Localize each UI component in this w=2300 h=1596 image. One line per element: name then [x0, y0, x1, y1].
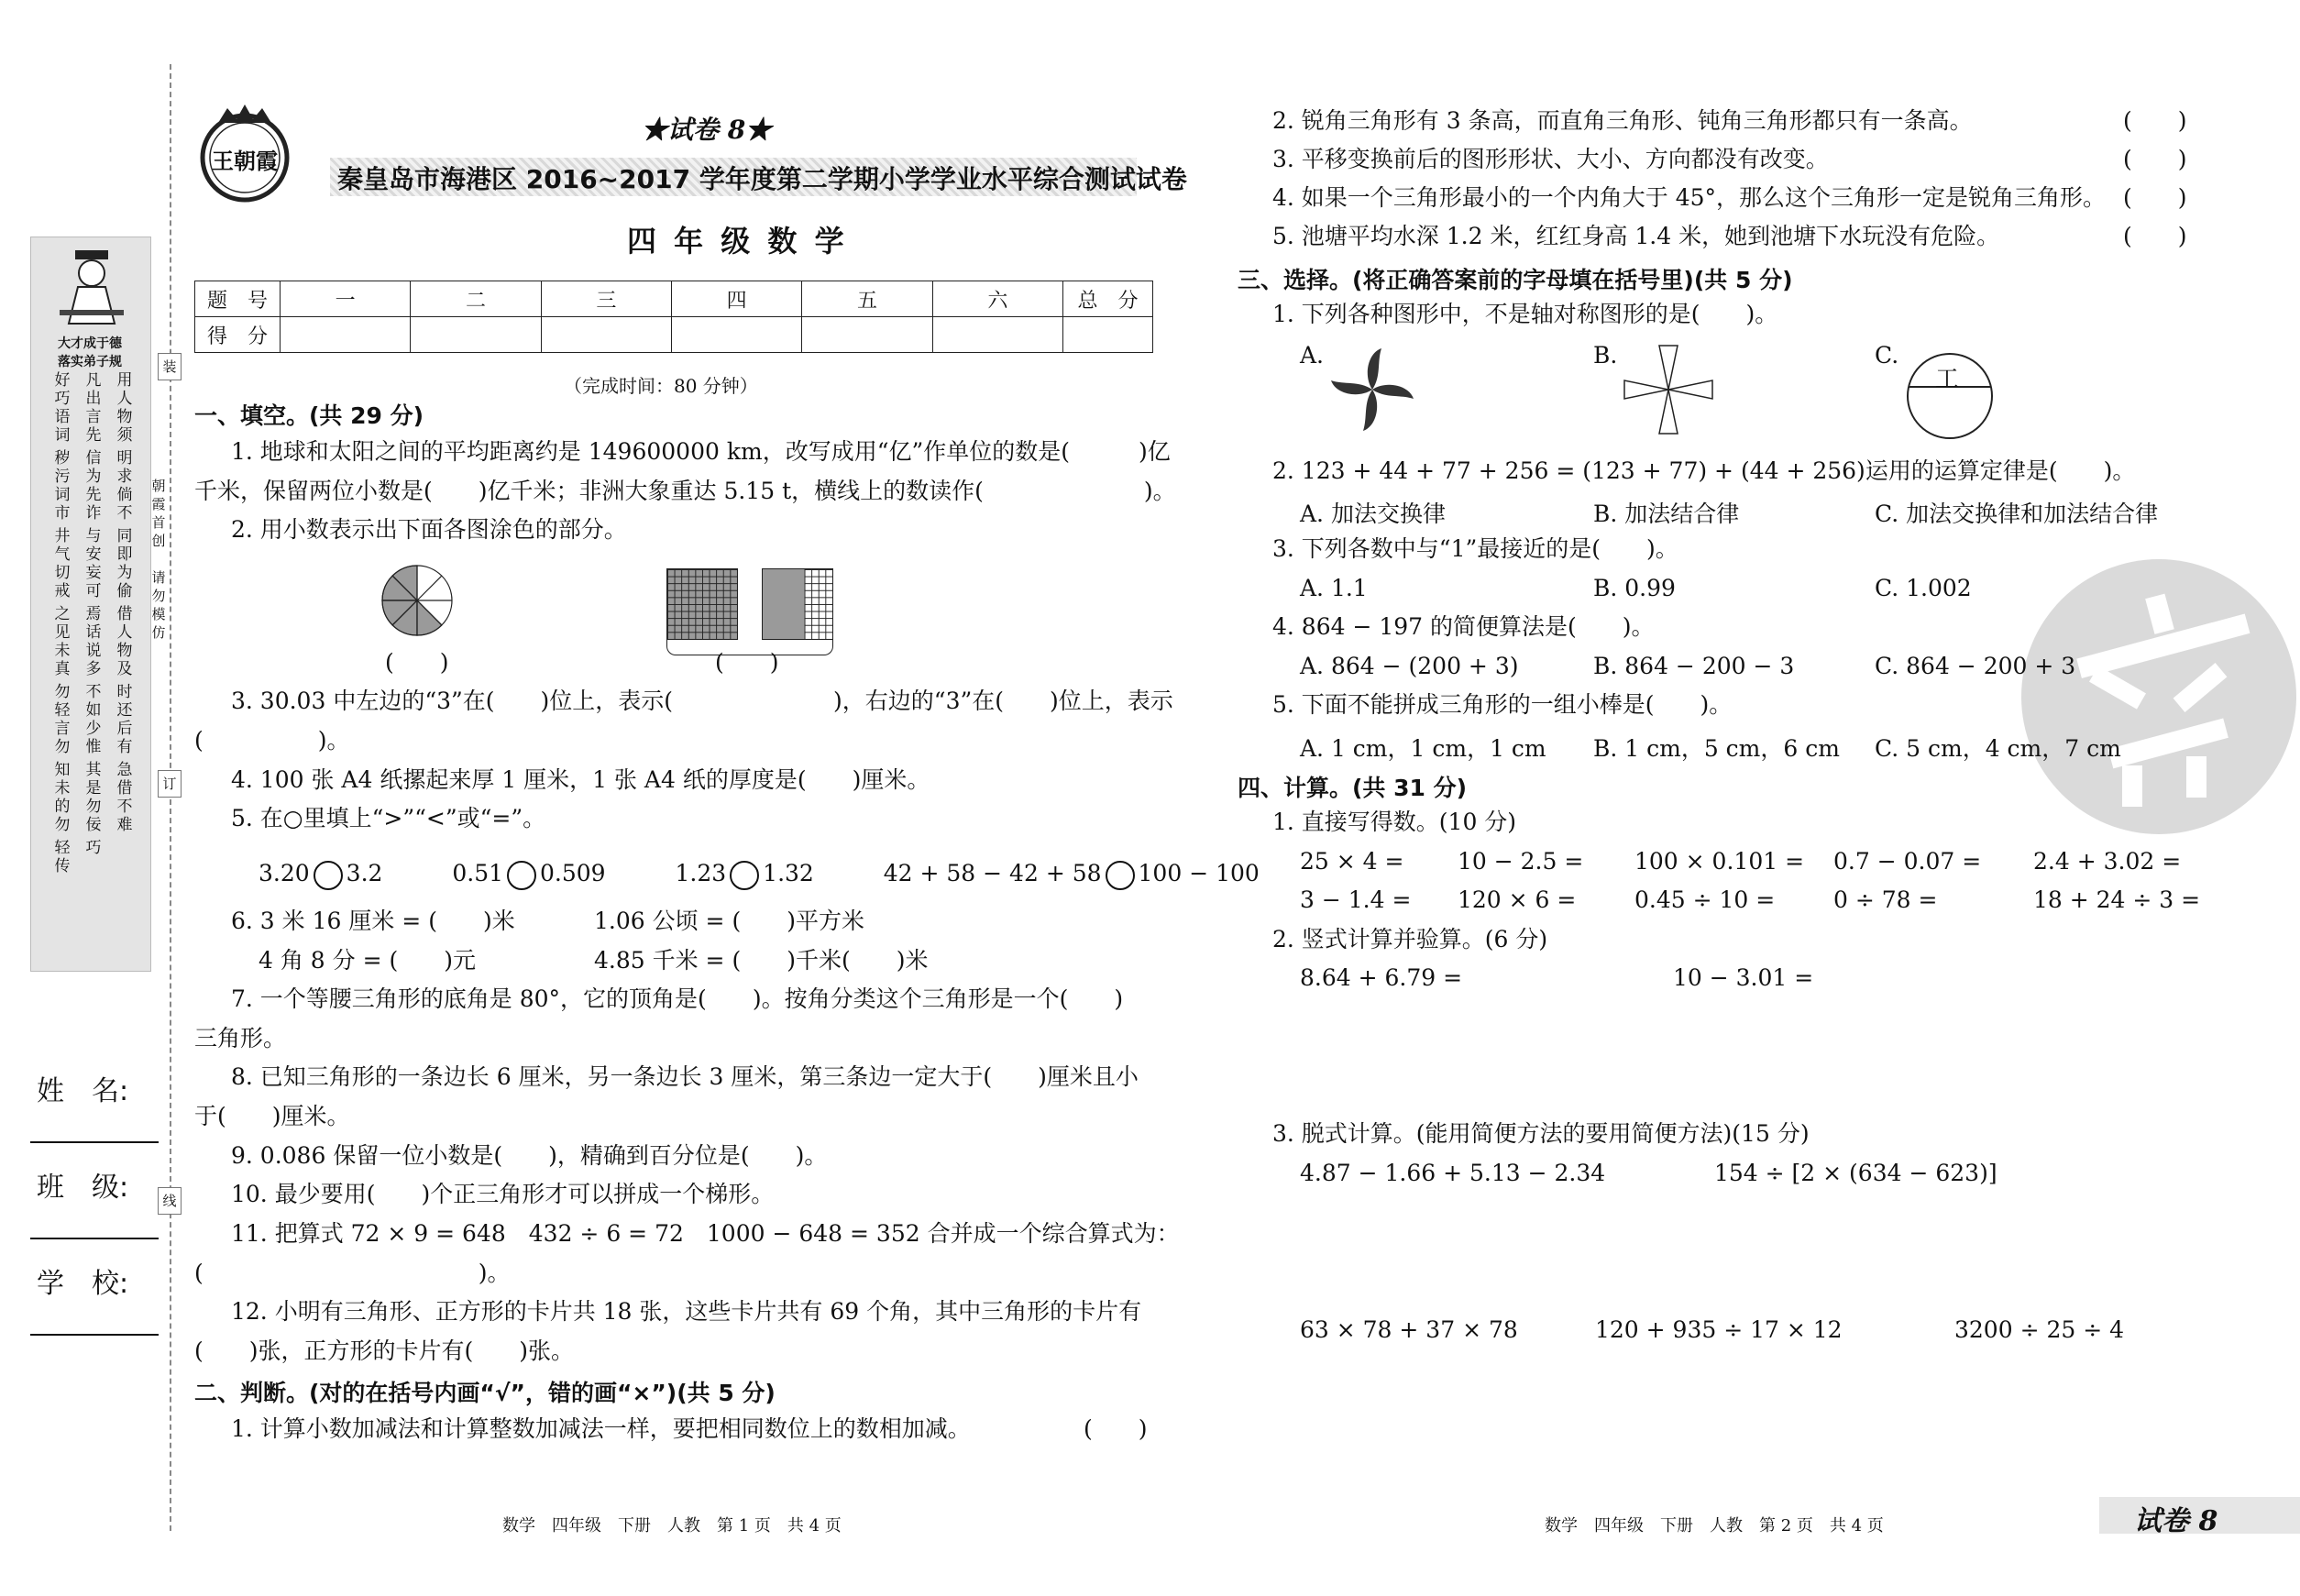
choice-option[interactable]: C. 864 − 200 + 3: [1875, 653, 2076, 679]
compare-left: 1.23: [675, 860, 727, 886]
proverb-col: 好巧语词: [54, 371, 71, 445]
q11-line2: ( )。: [194, 1260, 511, 1286]
sidebar-motto: 大才成于德 落实弟子规: [58, 336, 122, 369]
section3-title: 三、选择。(将正确答案前的字母填在括号里)(共 5 分): [1238, 267, 1793, 293]
q2-answer1[interactable]: ( ): [385, 649, 449, 676]
scholar-figure: [55, 246, 128, 328]
score-cell[interactable]: [932, 317, 1062, 353]
q12-line1: 12. 小明有三角形、正方形的卡片共 18 张，这些卡片共有 69 个角，其中三角形的卡片有: [231, 1298, 1142, 1325]
paper-tag: ★试卷 8★: [642, 115, 772, 145]
q12-line2: ( )张，正方形的卡片有( )张。: [194, 1337, 575, 1364]
compare-left: 42 + 58 − 42 + 58: [883, 860, 1102, 886]
proverb-col: 急借不难: [116, 761, 133, 834]
section4-title: 四、计算。(共 31 分): [1238, 775, 1468, 801]
brand-logo: [191, 103, 299, 204]
proverb-col: 同即为偷: [116, 527, 133, 600]
q5-compare-row: [259, 860, 1260, 890]
score-row-label: 得 分: [195, 317, 281, 353]
q2-answer2[interactable]: ( ): [715, 649, 779, 676]
q11-line1: 11. 把算式 72 × 9 = 648 432 ÷ 6 = 72 1000 − 648 = 352 合并成一个综合算式为：: [231, 1220, 1180, 1247]
q5-text: 5. 在○里填上“>”“<”或“=”。: [231, 805, 546, 831]
pie-figure: [380, 564, 454, 637]
compare-circle[interactable]: [314, 861, 343, 890]
proverb-col: 轻传: [54, 839, 71, 875]
q2-text: 2. 用小数表示出下面各图涂色的部分。: [231, 516, 627, 543]
choice-option[interactable]: C. 1.002: [1875, 575, 1972, 601]
score-value-row: [195, 317, 1153, 353]
compare-circle[interactable]: [1106, 861, 1135, 890]
proverb-col: 之见未真: [54, 605, 71, 678]
proverb-col: 知未的勿: [54, 761, 71, 834]
section1-title: 一、填空。(共 29 分): [194, 402, 424, 429]
choice-option[interactable]: A. 加法交换律: [1300, 501, 1446, 527]
choice-q1: 1. 下列各种图形中，不是轴对称图形的是( )。: [1272, 301, 1778, 327]
judge-item: 3. 平移变换前后的图形形状、大小、方向都没有改变。: [1272, 146, 1829, 172]
footer-left: 数学 四年级 下册 人教 第 1 页 共 4 页: [502, 1516, 842, 1535]
q7-line2: 三角形。: [194, 1025, 287, 1051]
score-cell[interactable]: [671, 317, 801, 353]
compare-left: 3.20: [259, 860, 310, 886]
choice-option[interactable]: C. 加法交换律和加法结合律: [1875, 501, 2159, 527]
q3-line2: ( )。: [194, 727, 350, 754]
section2-title: 二、判断。(对的在括号内画“√”，错的画“×”)(共 5 分): [194, 1380, 776, 1406]
judge-paren[interactable]: ( ): [2123, 223, 2187, 249]
q6-item: 4 角 8 分 = ( )元: [259, 947, 476, 974]
proverb-col: 凡出言先: [85, 371, 102, 445]
proverb-col: 借人物及: [116, 605, 133, 678]
compare-circle[interactable]: [730, 861, 759, 890]
corner-tag: 试卷 8: [2134, 1505, 2218, 1537]
binding-fold-line: [170, 64, 171, 1531]
judge-paren[interactable]: ( ): [2123, 184, 2187, 211]
choice-option[interactable]: A. 1 cm，1 cm，1 cm: [1300, 735, 1546, 762]
direct-calc: 0 ÷ 78 =: [1833, 886, 1938, 913]
side-note: 朝霞首创: [151, 478, 166, 549]
q3-line1: 3. 30.03 中左边的“3”在( )位上，表示( )，右边的“3”在( )位上，表示: [231, 688, 1173, 714]
judge-paren[interactable]: ( ): [1084, 1415, 1148, 1442]
direct-calc: 10 − 2.5 =: [1458, 848, 1584, 875]
judge-item: 5. 池塘平均水深 1.2 米，红红身高 1.4 米，她到池塘下水玩没有危险。: [1272, 223, 2000, 249]
choice-q2: 2. 123 + 44 + 77 + 256 = (123 + 77) + (44 + 256)运用的运算定律是( )。: [1272, 457, 2136, 484]
score-header-cell: 四: [671, 281, 801, 317]
choice-q3: 3. 下列各数中与“1”最接近的是( )。: [1272, 535, 1678, 562]
direct-calc: 100 × 0.101 =: [1634, 848, 1805, 875]
score-header-cell: 三: [541, 281, 671, 317]
judge-item: 1. 计算小数加减法和计算整数加减法一样，要把相同数位上的数相加减。: [231, 1415, 971, 1442]
choice-option[interactable]: A. 1.1: [1300, 575, 1368, 601]
choice-q4: 4. 864 − 197 的简便算法是( )。: [1272, 613, 1655, 640]
stepwise-calc: 154 ÷ [2 × (634 − 623)]: [1714, 1160, 1997, 1186]
direct-calc: 18 + 24 ÷ 3 =: [2033, 886, 2201, 913]
score-header-row: [195, 281, 1153, 317]
stepwise-calc: 63 × 78 + 37 × 78: [1300, 1316, 1518, 1343]
proverb-col: 不如少惟: [85, 683, 102, 756]
school-field[interactable]: [30, 1334, 159, 1336]
q1-line2: 千米，保留两位小数是( )亿千米；非洲大象重达 5.15 t，横线上的数读作( )。: [194, 478, 1176, 504]
proverb-col: 信为先诈: [85, 449, 102, 523]
school-label: 学 校:: [37, 1268, 129, 1300]
side-note: 请勿模仿: [151, 569, 166, 641]
time-limit: （完成时间：80 分钟）: [564, 375, 758, 397]
choice-b-label: B.: [1593, 342, 1618, 369]
score-cell[interactable]: [411, 317, 541, 353]
brand-name: 王朝霞: [212, 148, 278, 174]
score-header-cell: 总 分: [1063, 281, 1153, 317]
choice-option[interactable]: A. 864 − (200 + 3): [1300, 653, 1519, 679]
proverb-col: 其是勿佞: [85, 761, 102, 834]
name-field[interactable]: [30, 1141, 159, 1143]
proverb-col: 勿轻言勿: [54, 683, 71, 756]
proverb-col: 与安妄可: [85, 527, 102, 600]
class-field[interactable]: [30, 1238, 159, 1239]
compare-left: 0.51: [452, 860, 504, 886]
q9-text: 9. 0.086 保留一位小数是( )，精确到百分位是( )。: [231, 1142, 828, 1169]
choice-c-label: C.: [1875, 342, 1899, 369]
choice-option[interactable]: C. 5 cm，4 cm，7 cm: [1875, 735, 2121, 762]
choice-option[interactable]: B. 加法结合律: [1593, 501, 1740, 527]
proverb-col: 巧: [85, 839, 102, 857]
fold-mark: 线: [158, 1187, 182, 1215]
grid-figure-1: [666, 568, 738, 640]
compare-right: 100 − 100: [1138, 860, 1260, 886]
compare-right: 3.2: [346, 860, 383, 886]
q6-item: 1.06 公顷 = ( )平方米: [594, 908, 864, 934]
compare-circle[interactable]: [507, 861, 536, 890]
stepwise-calc: 4.87 − 1.66 + 5.13 − 2.34: [1300, 1160, 1606, 1186]
calc-q1: 1. 直接写得数。(10 分): [1272, 809, 1517, 835]
proverb-columns: [50, 371, 138, 958]
compare-right: 0.509: [540, 860, 606, 886]
direct-calc: 3 − 1.4 =: [1300, 886, 1412, 913]
proverb-col: 用人物须: [116, 371, 133, 445]
score-table: [194, 281, 1153, 353]
choice-option[interactable]: B. 1 cm，5 cm，6 cm: [1593, 735, 1840, 762]
circle-figure[interactable]: [1907, 353, 1993, 439]
choice-option[interactable]: B. 864 − 200 − 3: [1593, 653, 1795, 679]
class-label: 班 级:: [37, 1172, 129, 1204]
fold-mark: 订: [158, 770, 182, 798]
q4-text: 4. 100 张 A4 纸摞起来厚 1 厘米，1 张 A4 纸的厚度是( )厘米。: [231, 766, 930, 793]
q6-item: 4.85 千米 = ( )千米( )米: [594, 947, 929, 974]
direct-calc: 0.7 − 0.07 =: [1833, 848, 1982, 875]
stepwise-calc: 120 + 935 ÷ 17 × 12: [1595, 1316, 1843, 1343]
stepwise-calc: 3200 ÷ 25 ÷ 4: [1954, 1316, 2125, 1343]
choice-a-label: A.: [1300, 342, 1325, 369]
subject-title: 四 年 级 数 学: [627, 224, 848, 259]
score-header-cell: 一: [281, 281, 411, 317]
choice-q5: 5. 下面不能拼成三角形的一组小棒是( )。: [1272, 691, 1733, 718]
judge-paren[interactable]: ( ): [2123, 146, 2187, 172]
q8-line2: 于( )厘米。: [194, 1103, 350, 1129]
q10-text: 10. 最少要用( )个正三角形才可以拼成一个梯形。: [231, 1181, 775, 1207]
choice-option[interactable]: B. 0.99: [1593, 575, 1676, 601]
name-label: 姓 名:: [37, 1075, 129, 1107]
score-header-cell: 二: [411, 281, 541, 317]
vertical-calc: 8.64 + 6.79 =: [1300, 964, 1463, 991]
bowtie-figure[interactable]: [1623, 344, 1714, 435]
proverb-col: 明求倘不: [116, 449, 133, 523]
direct-calc: 0.45 ÷ 10 =: [1634, 886, 1776, 913]
watermark-seal: [2021, 559, 2296, 834]
proverb-col: 井气切戒: [54, 527, 71, 600]
judge-paren[interactable]: ( ): [2123, 107, 2187, 134]
judge-item: 4. 如果一个三角形最小的一个内角大于 45°，那么这个三角形一定是锐角三角形。: [1272, 184, 2107, 211]
pinwheel-figure[interactable]: [1326, 344, 1418, 435]
circle-character: 工: [1935, 366, 1960, 393]
proverb-col: 焉话说多: [85, 605, 102, 678]
grid-figure-2: [762, 568, 833, 640]
score-header-cell: 题 号: [195, 281, 281, 317]
score-header-cell: 五: [802, 281, 932, 317]
proverb-col: 时还后有: [116, 683, 133, 756]
direct-calc: 25 × 4 =: [1300, 848, 1404, 875]
direct-calc: 2.4 + 3.02 =: [2033, 848, 2182, 875]
footer-right: 数学 四年级 下册 人教 第 2 页 共 4 页: [1545, 1516, 1884, 1535]
score-header-cell: 六: [932, 281, 1062, 317]
q6-item: 6. 3 米 16 厘米 = ( )米: [231, 908, 515, 934]
direct-calc: 120 × 6 =: [1458, 886, 1577, 913]
proverb-col: 秽污词市: [54, 449, 71, 523]
judge-item: 2. 锐角三角形有 3 条高，而直角三角形、钝角三角形都只有一条高。: [1272, 107, 1973, 134]
q8-line1: 8. 已知三角形的一条边长 6 厘米，另一条边长 3 厘米，第三条边一定大于( )厘米且小: [231, 1063, 1139, 1090]
score-cell[interactable]: [1063, 317, 1153, 353]
compare-right: 1.32: [763, 860, 814, 886]
fold-mark: 装: [158, 353, 182, 380]
calc-q2: 2. 竖式计算并验算。(6 分): [1272, 926, 1548, 952]
calc-q3: 3. 脱式计算。(能用简便方法的要用简便方法)(15 分): [1272, 1120, 1810, 1147]
q1-line1: 1. 地球和太阳之间的平均距离约是 149600000 km，改写成用“亿”作单位的数是( )亿: [231, 438, 1171, 465]
score-cell[interactable]: [281, 317, 411, 353]
score-cell[interactable]: [802, 317, 932, 353]
score-cell[interactable]: [541, 317, 671, 353]
vertical-calc: 10 − 3.01 =: [1673, 964, 1814, 991]
q7-line1: 7. 一个等腰三角形的底角是 80°，它的顶角是( )。按角分类这个三角形是一个( ): [231, 985, 1124, 1012]
exam-title: 秦皇岛市海港区 2016~2017 学年度第二学期小学学业水平综合测试试卷: [337, 164, 1187, 194]
